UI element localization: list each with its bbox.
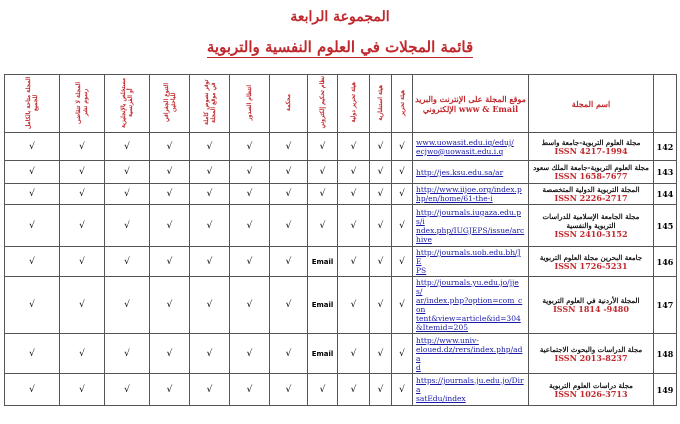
row-number: 147 [654, 277, 677, 334]
check-cell: √ [392, 334, 413, 374]
check-cell: √ [150, 247, 190, 277]
row-number: 149 [654, 374, 677, 406]
check-cell: √ [150, 161, 190, 184]
column-header: انتظام الصدور [230, 75, 270, 133]
check-cell: √ [338, 374, 370, 406]
journal-url[interactable] [413, 374, 529, 406]
check-cell: √ [392, 184, 413, 205]
check-cell: √ [370, 161, 392, 184]
url-line[interactable]: http://journals.yu.edu.jo/jjes/ [416, 278, 519, 296]
journal-issn: ISSN 1026-3713 [554, 388, 628, 399]
check-cell: √ [105, 374, 150, 406]
row-number: 145 [654, 205, 677, 247]
check-cell: √ [230, 277, 270, 334]
table-row [5, 374, 677, 406]
check-cell: √ [5, 334, 60, 374]
journal-name: مجلة العلوم التربوية-جامعة واسط [541, 137, 641, 147]
check-cell: √ [5, 205, 60, 247]
check-cell: √ [105, 161, 150, 184]
check-cell: √ [308, 133, 338, 161]
journal-issn: ISSN 4217-1994 [554, 145, 628, 156]
table-row [5, 184, 677, 205]
column-header: هيئة تحرير [392, 75, 413, 133]
list-title: قائمة المجلات في العلوم النفسية والتربوية [206, 38, 474, 56]
journal-issn: ISSN 2226-2717 [554, 193, 628, 203]
check-cell: √ [270, 277, 308, 334]
group-title: المجموعة الرابعة [290, 9, 390, 25]
check-cell: √ [150, 205, 190, 247]
url-line[interactable]: https://journals.ju.edu.jo/Dira [416, 376, 524, 394]
url-line[interactable]: PS [416, 266, 427, 275]
check-cell: √ [270, 334, 308, 374]
journal-url[interactable] [413, 184, 529, 205]
check-cell: √ [190, 133, 230, 161]
check-cell: √ [338, 247, 370, 277]
check-cell: √ [270, 161, 308, 184]
check-cell: √ [190, 334, 230, 374]
column-header: هيئة تحرير دولية [338, 75, 370, 133]
journal-name-cell [529, 133, 654, 161]
check-cell: √ [105, 247, 150, 277]
row-number: 146 [654, 247, 677, 277]
check-cell: √ [338, 205, 370, 247]
check-cell: √ [190, 247, 230, 277]
check-cell: √ [105, 277, 150, 334]
url-line[interactable]: hive [416, 234, 432, 244]
table-body [5, 133, 677, 406]
url-line[interactable]: &Itemid=205 [416, 323, 469, 332]
row-number: 148 [654, 334, 677, 374]
url-line[interactable]: satEdu/index [416, 394, 466, 403]
journals-table [4, 74, 677, 406]
check-cell: √ [308, 184, 338, 205]
email-cell: Email [308, 247, 338, 277]
column-header: نظام تحكيم إلكتروني [308, 75, 338, 133]
url-line[interactable]: http://www.univ- [416, 335, 479, 345]
url-line[interactable]: www.uowasit.edu.iq/eduj/ [416, 137, 514, 147]
check-cell: √ [190, 161, 230, 184]
check-cell: √ [5, 374, 60, 406]
check-cell: √ [190, 277, 230, 334]
table-header [5, 75, 677, 133]
check-cell: √ [270, 247, 308, 277]
url-line[interactable]: ar/index.php?option=com_con [416, 296, 523, 314]
column-header [654, 75, 677, 133]
journal-name: جامعة البحرين مجلة العلوم التربوية [539, 252, 643, 262]
check-cell: √ [5, 247, 60, 277]
check-cell: √ [392, 374, 413, 406]
url-line[interactable]: ecjwo@uowasit.edu.i.q [416, 146, 504, 156]
column-header: توفر نصوص كاملة في موقع المجلة [190, 75, 230, 133]
check-cell: √ [60, 205, 105, 247]
check-cell: √ [338, 133, 370, 161]
check-cell: √ [105, 184, 150, 205]
column-header: اسم المجلة [529, 75, 654, 133]
check-cell: √ [150, 184, 190, 205]
check-cell: √ [270, 205, 308, 247]
check-cell: √ [230, 184, 270, 205]
check-cell: √ [392, 277, 413, 334]
check-cell: √ [370, 334, 392, 374]
check-cell: √ [60, 374, 105, 406]
check-cell: √ [60, 133, 105, 161]
check-cell: √ [105, 334, 150, 374]
journal-url[interactable] [413, 277, 529, 334]
check-cell: √ [338, 184, 370, 205]
column-header: المجلة لا تتقاضى رسوم نشر [60, 75, 105, 133]
column-header: موقع المجلة على الإنترنت والبريد الإلكتروني www & Email [413, 75, 529, 133]
journal-issn: ISSN 2410-3152 [554, 229, 628, 239]
check-cell: √ [60, 334, 105, 374]
check-cell: √ [150, 334, 190, 374]
check-cell: √ [190, 205, 230, 247]
journal-name-cell [529, 161, 654, 184]
journal-url[interactable] [413, 133, 529, 161]
check-cell: √ [308, 205, 338, 247]
row-number: 142 [654, 133, 677, 161]
table-row [5, 161, 677, 184]
check-cell: √ [190, 184, 230, 205]
journal-name: مجلة العلوم التربوية-جامعة الملك سعود [533, 163, 649, 172]
journal-url[interactable] [413, 247, 529, 277]
url-line[interactable]: d [416, 362, 421, 372]
journal-url[interactable] [413, 334, 529, 374]
url-line[interactable]: eloued.dz/rers/index.php/ada [416, 344, 523, 363]
journal-name-cell [529, 184, 654, 205]
check-cell: √ [60, 277, 105, 334]
row-number: 144 [654, 184, 677, 205]
column-header: هيئة استشارية [370, 75, 392, 133]
check-cell: √ [60, 184, 105, 205]
journal-name-cell [529, 205, 654, 247]
journal-url[interactable] [413, 161, 529, 184]
check-cell: √ [230, 334, 270, 374]
journal-name-cell [529, 277, 654, 334]
journal-name: المجلة الأردنية في العلوم التربوية [542, 296, 640, 305]
check-cell: √ [230, 247, 270, 277]
column-header: المجلة متاحة بالكامل للجميع [5, 75, 60, 133]
row-number: 143 [654, 161, 677, 184]
check-cell: √ [308, 374, 338, 406]
journal-name: مجلة الدراسات والبحوث الاجتماعية [539, 344, 643, 354]
check-cell: √ [392, 247, 413, 277]
check-cell: √ [392, 205, 413, 247]
check-cell: √ [308, 161, 338, 184]
email-cell: Email [308, 334, 338, 374]
journal-issn: ISSN 1726-5231 [554, 260, 628, 271]
check-cell: √ [230, 374, 270, 406]
url-line[interactable]: hp/en/home/61-the-i [416, 194, 493, 203]
check-cell: √ [5, 133, 60, 161]
check-cell: √ [370, 133, 392, 161]
check-cell: √ [150, 374, 190, 406]
check-cell: √ [230, 133, 270, 161]
journal-issn: ISSN 1658-7677 [554, 171, 628, 181]
journal-name-cell [529, 247, 654, 277]
url-line[interactable]: http://jes.ksu.edu.sa/ar [416, 167, 504, 177]
table-row [5, 334, 677, 374]
journal-url[interactable] [413, 205, 529, 247]
check-cell: √ [230, 161, 270, 184]
check-cell: √ [392, 133, 413, 161]
url-line[interactable]: http://journals.uob.edu.bh/JE [416, 248, 521, 266]
check-cell: √ [5, 184, 60, 205]
check-cell: √ [230, 205, 270, 247]
url-line[interactable]: ndex.php/IUGJEPS/issue/arc [416, 225, 525, 235]
table-row [5, 205, 677, 247]
journal-name-cell [529, 334, 654, 374]
check-cell: √ [392, 161, 413, 184]
table-row [5, 247, 677, 277]
journal-name: مجلة دراسات العلوم التربوية [549, 380, 633, 390]
check-cell: √ [5, 277, 60, 334]
column-header: محكمة [270, 75, 308, 133]
check-cell: √ [270, 184, 308, 205]
journal-name: المجلة التربوية الدولية المتخصصة [542, 185, 640, 194]
check-cell: √ [370, 374, 392, 406]
check-cell: √ [150, 133, 190, 161]
journal-name-cell [529, 374, 654, 406]
email-cell: Email [308, 277, 338, 334]
check-cell: √ [370, 205, 392, 247]
check-cell: √ [60, 161, 105, 184]
url-line[interactable]: tent&view=article&id=304 [416, 314, 521, 323]
check-cell: √ [270, 133, 308, 161]
url-line[interactable]: http://journals.iugaza.edu.ps/i [416, 207, 521, 226]
table-row [5, 277, 677, 334]
journal-issn: ISSN 1814 -9480 [553, 304, 629, 314]
url-line[interactable]: http://www.iijoe.org/index.p [416, 185, 522, 194]
column-header: مستخلص بالإنجليزية أو الفرنسية [105, 75, 150, 133]
table-row [5, 133, 677, 161]
check-cell: √ [105, 205, 150, 247]
check-cell: √ [5, 161, 60, 184]
check-cell: √ [370, 247, 392, 277]
journal-issn: ISSN 2013-8237 [554, 352, 628, 363]
check-cell: √ [370, 277, 392, 334]
check-cell: √ [338, 334, 370, 374]
check-cell: √ [105, 133, 150, 161]
journal-name: مجلة الجامعة الإسلامية للدراسات التربوية والنفسية [542, 212, 640, 230]
check-cell: √ [338, 277, 370, 334]
column-header: التنوع الجغرافي للباحثين [150, 75, 190, 133]
check-cell: √ [370, 184, 392, 205]
check-cell: √ [190, 374, 230, 406]
check-cell: √ [270, 374, 308, 406]
check-cell: √ [150, 277, 190, 334]
check-cell: √ [338, 161, 370, 184]
check-cell: √ [60, 247, 105, 277]
